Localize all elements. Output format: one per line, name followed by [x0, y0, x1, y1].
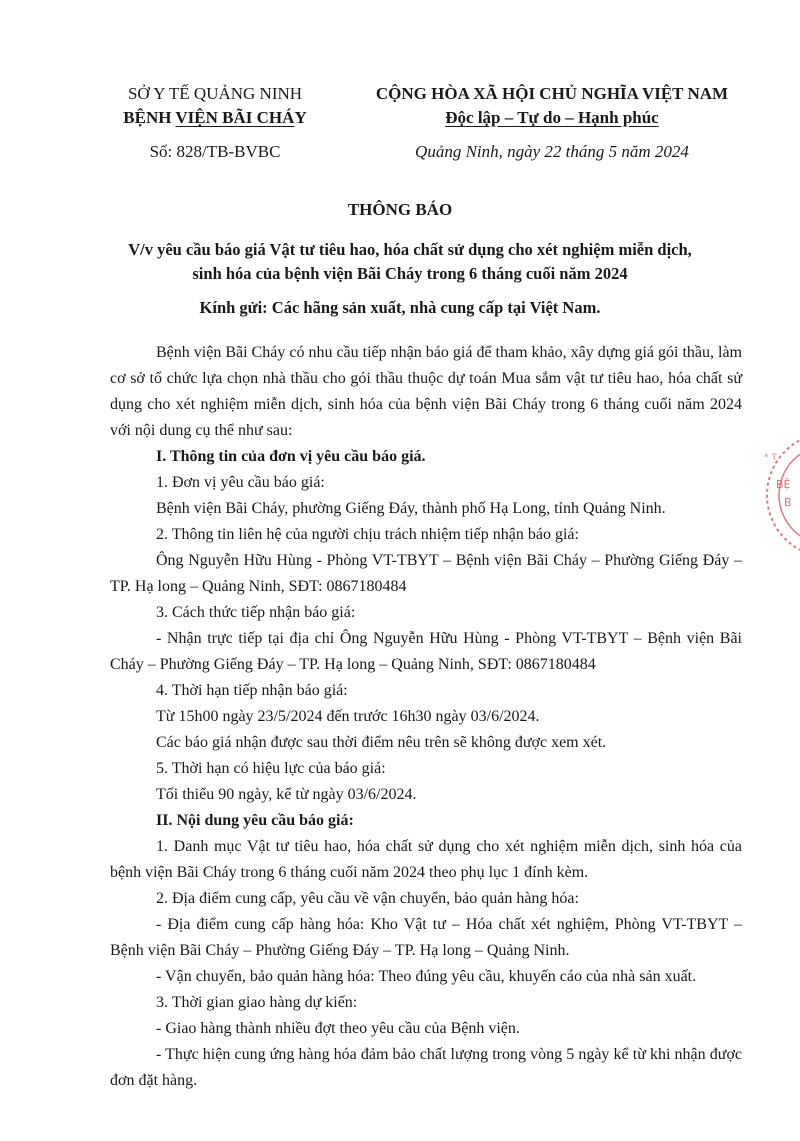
issuer-hospital-post: Y — [294, 108, 307, 127]
document-title: THÔNG BÁO — [347, 200, 453, 219]
item-1-4: 4. Thời hạn tiếp nhận báo giá: — [156, 682, 348, 699]
item-2-3-delivery: - Giao hàng thành nhiều đợt theo yêu cầu của Bệnh viện. — [156, 1020, 520, 1037]
country-name: CỘNG HÒA XÃ HỘI CHỦ NGHĨA VIỆT NAM — [375, 84, 729, 103]
issuer-hospital-underlined: VIỆN BÃI CHÁ — [175, 108, 295, 127]
item-1-2-detail: Ông Nguyễn Hữu Hùng - Phòng VT-TBYT – Bệnh viện Bãi Cháy – Phường Giếng Đáy – TP. Hạ long – Quảng Ninh, SĐT: 0867180484 — [110, 552, 742, 595]
national-header — [352, 82, 752, 164]
document-body — [110, 340, 742, 1094]
issuer-hospital-pre: BỆNH — [123, 108, 176, 127]
section-2-title: II. Nội dung yêu cầu báo giá: — [156, 812, 354, 829]
issuer-hospital — [100, 106, 330, 130]
item-2-2-transport: - Vận chuyển, bảo quản hàng hóa: Theo đúng yêu cầu, khuyến cáo của nhà sản xuất. — [156, 968, 697, 985]
item-2-3-supply: - Thực hiện cung ứng hàng hóa đảm bảo chất lượng trong vòng 5 ngày kể từ khi nhận được đơn đặt hàng. — [110, 1046, 742, 1089]
intro-paragraph: Bệnh viện Bãi Cháy có nhu cầu tiếp nhận báo giá để tham khảo, xây dựng giá gói thầu, làm cơ sở tổ chức lựa chọn nhà thầu cho gói thầu thuộc dự toán Mua sắm vật tư tiêu hao, hóa chất sử dụng cho xét nghiệm miễn dịch, sinh hóa của bệnh viện Bãi Cháy trong 6 tháng cuối năm 2024 với nội dung cụ thể như sau: — [110, 344, 742, 439]
item-1-1-detail: Bệnh viện Bãi Cháy, phường Giếng Đáy, thành phố Hạ Long, tỉnh Quảng Ninh. — [156, 500, 666, 517]
document-number: Số: 828/TB-BVBC — [149, 142, 281, 161]
item-1-3: 3. Cách thức tiếp nhận báo giá: — [156, 604, 356, 621]
issuer-department: SỞ Y TẾ QUẢNG NINH — [127, 84, 303, 103]
place-date: Quảng Ninh, ngày 22 tháng 5 năm 2024 — [415, 142, 689, 161]
partial-stamp — [754, 420, 800, 570]
national-motto: Độc lập – Tự do – Hạnh phúc — [445, 108, 659, 127]
issuer-block — [100, 82, 330, 164]
svg-text:B: B — [784, 496, 792, 509]
subject-line-2: sinh hóa của bệnh viện Bãi Cháy trong 6 tháng cuối năm 2024 — [192, 264, 628, 283]
item-1-5-detail: Tối thiểu 90 ngày, kể từ ngày 03/6/2024. — [156, 786, 417, 803]
item-1-4-detail: Từ 15h00 ngày 23/5/2024 đến trước 16h30 ngày 03/6/2024. — [156, 708, 540, 725]
svg-text:BỆ: BỆ — [776, 478, 791, 491]
item-2-1: 1. Danh mục Vật tư tiêu hao, hóa chất sử dụng cho xét nghiệm miễn dịch, sinh hóa của bệnh viện Bãi Cháy trong 6 tháng cuối năm 2024 theo phụ lục 1 đính kèm. — [110, 838, 742, 881]
item-2-3: 3. Thời gian giao hàng dự kiến: — [156, 994, 358, 1011]
item-1-5: 5. Thời hạn có hiệu lực của báo giá: — [156, 760, 386, 777]
item-1-4-note: Các báo giá nhận được sau thời điểm nêu trên sẽ không được xem xét. — [156, 734, 607, 751]
section-1-title: I. Thông tin của đơn vị yêu cầu báo giá. — [156, 448, 426, 465]
item-1-3-detail: - Nhận trực tiếp tại địa chỉ Ông Nguyễn Hữu Hùng - Phòng VT-TBYT – Bệnh viện Bãi Cháy – Phường Giếng Đáy – TP. Hạ long – Quảng Ninh, SĐT: 0867180484 — [110, 630, 742, 673]
document-subject — [80, 238, 740, 286]
item-2-2: 2. Địa điểm cung cấp, yêu cầu về vận chuyển, bảo quản hàng hóa: — [156, 890, 579, 907]
item-1-1: 1. Đơn vị yêu cầu báo giá: — [156, 474, 325, 491]
item-2-2-location: - Địa điểm cung cấp hàng hóa: Kho Vật tư – Hóa chất xét nghiệm, Phòng VT-TBYT – Bệnh viện Bãi Cháy – Phường Giếng Đáy – TP. Hạ long – Quảng Ninh. — [110, 916, 742, 959]
svg-text:* T: * T — [764, 453, 777, 463]
subject-line-1: V/v yêu cầu báo giá Vật tư tiêu hao, hóa chất sử dụng cho xét nghiệm miễn dịch, — [128, 240, 692, 259]
recipient-line: Kính gửi: Các hãng sản xuất, nhà cung cấp tại Việt Nam. — [199, 298, 601, 317]
item-1-2: 2. Thông tin liên hệ của người chịu trách nhiệm tiếp nhận báo giá: — [156, 526, 579, 543]
